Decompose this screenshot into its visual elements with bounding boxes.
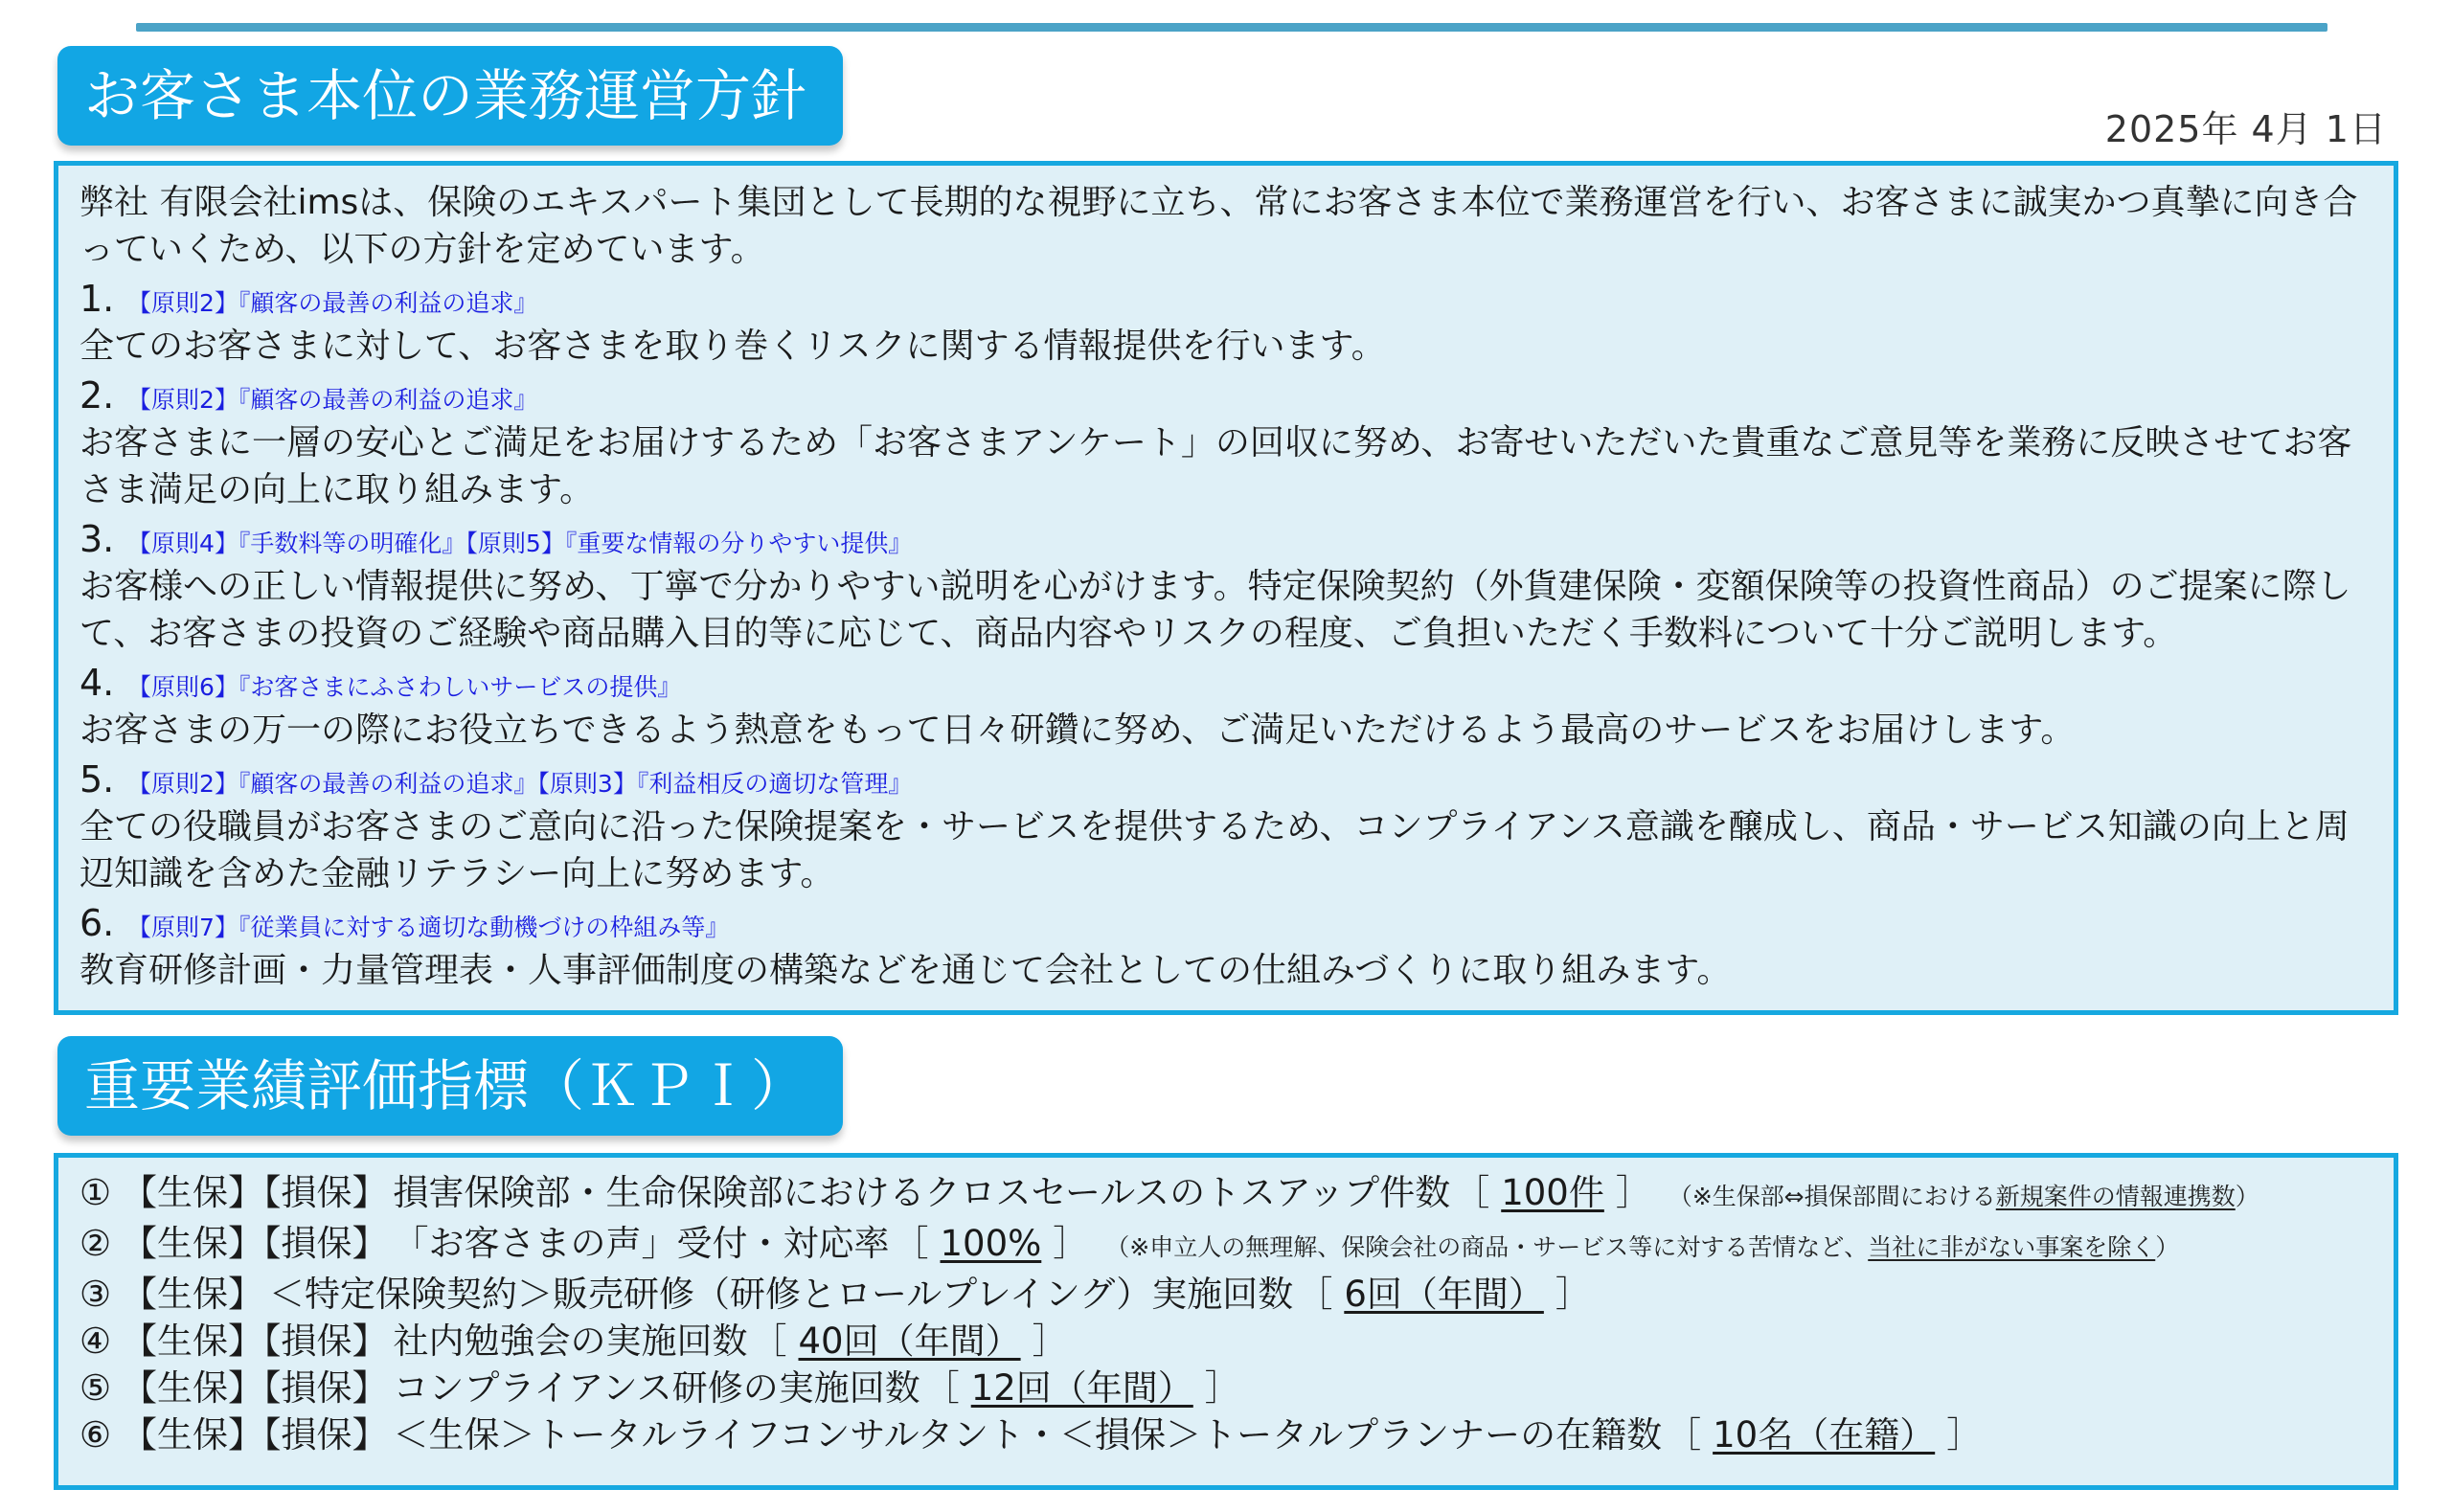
kpi-item-close-bracket: ］ [1032, 1320, 1068, 1362]
policy-item-number: 4. [79, 662, 115, 704]
kpi-item-text: 損害保険部・生命保険部におけるクロスセールスのトスアップ件数 [393, 1172, 1451, 1213]
policy-item-principles: 【原則6】『お客さまにふさわしいサービスの提供』 [127, 673, 682, 701]
policy-item [79, 756, 2373, 897]
kpi-item-tags: 【生保】【損保】 [122, 1320, 388, 1362]
kpi-item [79, 1411, 2373, 1458]
policy-item-number: 6. [79, 902, 115, 944]
policy-item-text: 教育研修計画・力量管理表・人事評価制度の構築などを通じて会社としての仕組みづくりに取り組みます。 [79, 951, 1732, 990]
kpi-panel [54, 1153, 2398, 1490]
top-divider [136, 23, 2327, 32]
kpi-item-target: 12回（年間） [970, 1367, 1193, 1409]
kpi-section-title: 重要業績評価指標（ＫＰＩ） [57, 1036, 843, 1136]
policy-panel [54, 161, 2398, 1015]
kpi-item-tags: 【生保】【損保】 [122, 1414, 388, 1456]
policy-item [79, 275, 2373, 370]
kpi-item-text: 社内勉強会の実施回数 [393, 1320, 748, 1362]
policy-item-text: 全ての役職員がお客さまのご意向に沿った保険提案を・サービスを提供するため、コンプライアンス意識を醸成し、商品・サービス知識の向上と周辺知識を含めた金融リテラシー向上に努めます。 [79, 807, 2350, 893]
policy-item-text: お客様への正しい情報提供に努め、丁寧で分かりやすい説明を心がけます。特定保険契約（外貨建保険・変額保険等の投資性商品）のご提案に際して、お客さまの投資のご経験や商品購入目的等に応じて、商品内容やリスクの程度、ご負担いただく手数料について十分ご説明します。 [79, 567, 2351, 653]
policy-item [79, 659, 2373, 754]
policy-item-heading [79, 659, 2373, 707]
kpi-item-open-bracket: ［ [893, 1223, 929, 1264]
policy-item-number: 1. [79, 278, 115, 320]
kpi-item [79, 1318, 2373, 1365]
kpi-item-close-bracket: ］ [1053, 1223, 1089, 1264]
policy-item-heading [79, 899, 2373, 947]
kpi-item-target: 100% [940, 1223, 1042, 1264]
policy-item-text: お客さまに一層の安心とご満足をお届けするため「お客さまアンケート」の回収に努め、お寄せいただいた貴重なご意見等を業務に反映させてお客さま満足の向上に取り組みます。 [79, 423, 2352, 509]
policy-item [79, 372, 2373, 513]
kpi-item-text: ＜特定保険契約＞販売研修（研修とロールプレイング）実施回数 [269, 1274, 1294, 1315]
kpi-item-close-bracket: ］ [1555, 1274, 1591, 1315]
kpi-item-tags: 【生保】【損保】 [122, 1172, 388, 1213]
kpi-item-marker: ⑤ [79, 1367, 112, 1409]
kpi-item-text: 「お客さまの声」受付・対応率 [393, 1223, 890, 1264]
kpi-item-marker: ① [79, 1172, 112, 1213]
kpi-item-tags: 【生保】 [122, 1274, 263, 1315]
policy-intro: 弊社 有限会社imsは、保険のエキスパート集団として長期的な視野に立ち、常にお客さま本位で業務運営を行い、お客さまに誠実かつ真摯に向き合っていくため、以下の方針を定めています。 [79, 183, 2358, 269]
kpi-item [79, 1365, 2373, 1411]
kpi-note-underlined: 当社に非がない事案を除く [1868, 1233, 2156, 1261]
policy-item-heading [79, 756, 2373, 803]
kpi-item-close-bracket: ］ [1204, 1367, 1240, 1409]
kpi-note-prefix: （※生保部⇔損保部間における [1668, 1183, 1996, 1210]
policy-item-principles: 【原則2】『顧客の最善の利益の追求』 [127, 289, 538, 317]
kpi-item-marker: ③ [79, 1274, 112, 1315]
kpi-item-target: 40回（年間） [798, 1320, 1021, 1362]
kpi-note-suffix: ） [2235, 1183, 2259, 1210]
policy-date: 2025年 4月 1日 [2104, 108, 2387, 150]
kpi-item-target: 10名（在籍） [1713, 1414, 1936, 1456]
policy-item-heading [79, 372, 2373, 419]
policy-item-text: お客さまの万一の際にお役立ちできるよう熱意をもって日々研鑽に努め、ご満足いただけるよう最高のサービスをお届けします。 [79, 711, 2076, 750]
kpi-item-target: 100件 [1501, 1172, 1604, 1213]
kpi-note-underlined: 新規案件の情報連携数 [1995, 1183, 2236, 1210]
kpi-item-target: 6回（年間） [1344, 1274, 1544, 1315]
kpi-item-marker: ⑥ [79, 1414, 112, 1456]
policy-item-number: 2. [79, 374, 115, 417]
kpi-item-marker: ② [79, 1223, 112, 1264]
policy-item-number: 3. [79, 518, 115, 560]
policy-item-heading [79, 515, 2373, 563]
policy-section-title: お客さま本位の業務運営方針 [57, 46, 843, 146]
kpi-item-close-bracket: ］ [1615, 1172, 1651, 1213]
policy-item-principles: 【原則4】『手数料等の明確化』【原則5】『重要な情報の分りやすい提供』 [127, 530, 913, 557]
policy-item-principles: 【原則2】『顧客の最善の利益の追求』 [127, 386, 538, 414]
policy-item-heading [79, 275, 2373, 323]
policy-item [79, 899, 2373, 994]
kpi-item-open-bracket: ［ [923, 1367, 960, 1409]
kpi-item [79, 1220, 2373, 1271]
kpi-item-open-bracket: ［ [1454, 1172, 1490, 1213]
policy-item-text: 全てのお客さまに対して、お客さまを取り巻くリスクに関する情報提供を行います。 [79, 327, 1386, 366]
kpi-item-open-bracket: ［ [1666, 1414, 1702, 1456]
policy-item-principles: 【原則7】『従業員に対する適切な動機づけの枠組み等』 [127, 914, 730, 941]
kpi-note-prefix: （※申立人の無理解、保険会社の商品・サービス等に対する苦情など、 [1105, 1233, 1869, 1261]
kpi-item-tags: 【生保】【損保】 [122, 1223, 388, 1264]
policy-item-number: 5. [79, 758, 115, 801]
kpi-item-marker: ④ [79, 1320, 112, 1362]
kpi-item-note [1669, 1173, 2259, 1220]
kpi-item-tags: 【生保】【損保】 [122, 1367, 388, 1409]
kpi-item [79, 1169, 2373, 1220]
kpi-item-text: ＜生保＞トータルライフコンサルタント・＜損保＞トータルプランナーの在籍数 [393, 1414, 1663, 1456]
kpi-item-note [1105, 1224, 2179, 1271]
policy-item [79, 515, 2373, 657]
kpi-item-open-bracket: ［ [1297, 1274, 1333, 1315]
kpi-item-text: コンプライアンス研修の実施回数 [393, 1367, 920, 1409]
kpi-item-open-bracket: ［ [751, 1320, 787, 1362]
kpi-item [79, 1271, 2373, 1318]
kpi-item-close-bracket: ］ [1946, 1414, 1983, 1456]
policy-item-principles: 【原則2】『顧客の最善の利益の追求』【原則3】『利益相反の適切な管理』 [127, 770, 913, 798]
kpi-note-suffix: ） [2155, 1233, 2180, 1261]
